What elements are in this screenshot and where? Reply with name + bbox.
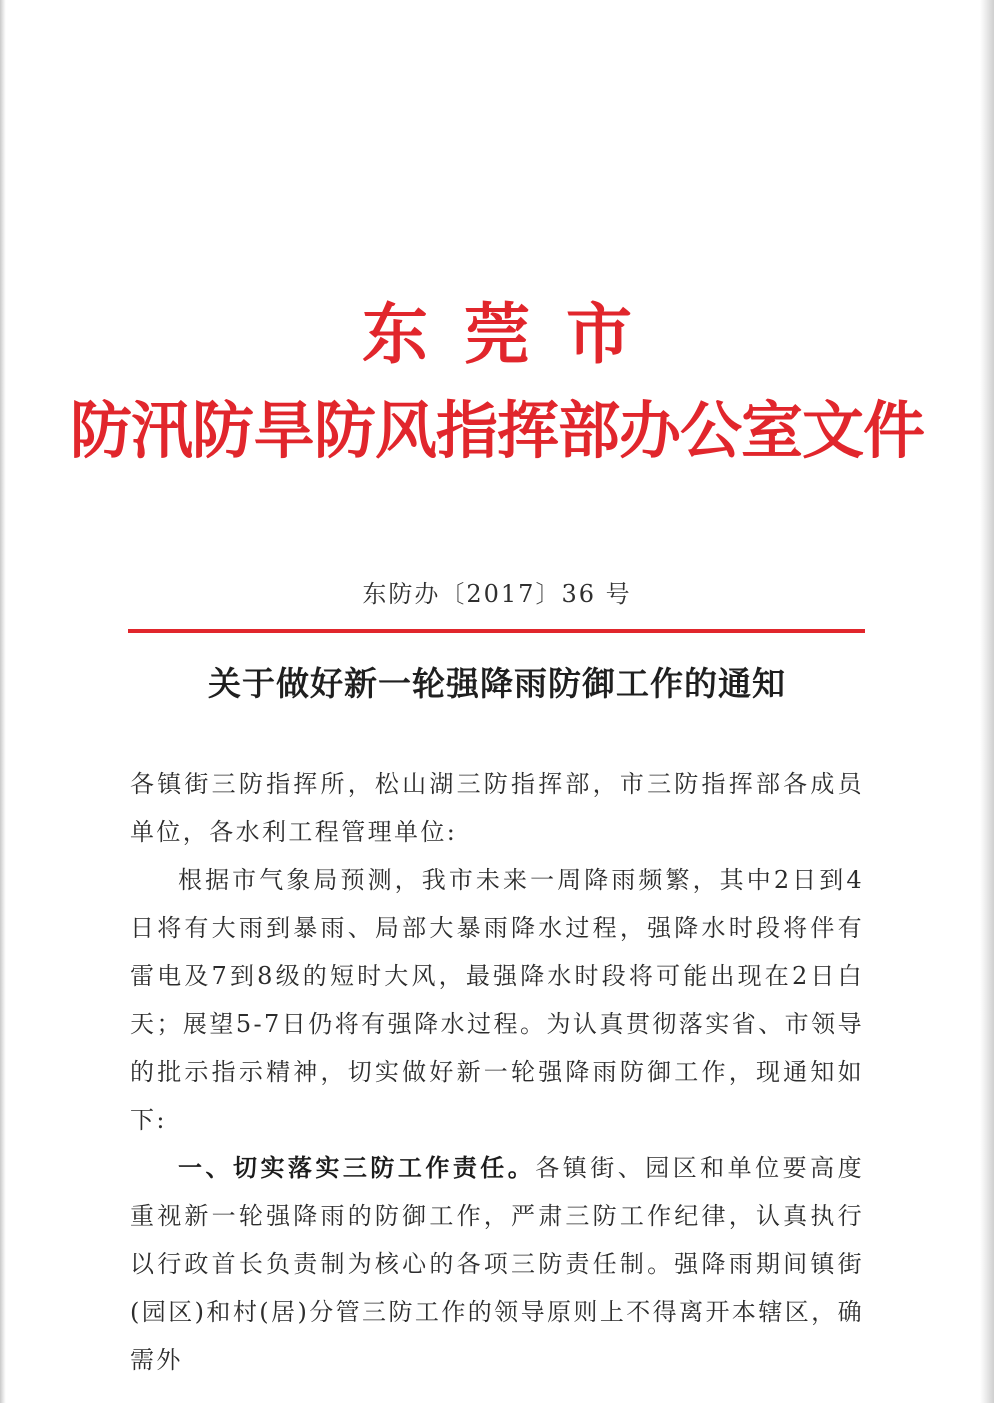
issuer-office: 防汛防旱防风指挥部办公室文件	[69, 394, 924, 467]
red-divider	[128, 629, 865, 633]
paragraph-intro: 根据市气象局预测，我市未来一周降雨频繁，其中2日到4日将有大雨到暴雨、局部大暴雨降水过程，强降水时段将伴有雷电及7到8级的短时大风，最强降水时段将可能出现在2日白天；展望5-7日仍将有强降水过程。为认真贯彻落实省、市领导的批示指示精神，切实做好新一轮强降雨防御工作，现通知如下:	[130, 866, 864, 1134]
document-body	[130, 760, 864, 1384]
document-number: 东防办〔2017〕36 号	[362, 580, 632, 608]
section-1	[130, 1144, 864, 1384]
section-1-heading: 一、切实落实三防工作责任。	[178, 1153, 536, 1182]
section-1-text: 各镇街、园区和单位要高度重视新一轮强降雨的防御工作，严肃三防工作纪律，认真执行以行政首长负责制为核心的各项三防责任制。强降雨期间镇街(园区)和村(居)分管三防工作的领导原则上不得离开本辖区，确需外	[130, 1154, 864, 1374]
notice-title: 关于做好新一轮强降雨防御工作的通知	[208, 664, 786, 703]
issuer-city: 东莞市	[362, 296, 668, 373]
addressee: 各镇街三防指挥所，松山湖三防指挥部，市三防指挥部各成员单位，各水利工程管理单位:	[130, 770, 864, 846]
